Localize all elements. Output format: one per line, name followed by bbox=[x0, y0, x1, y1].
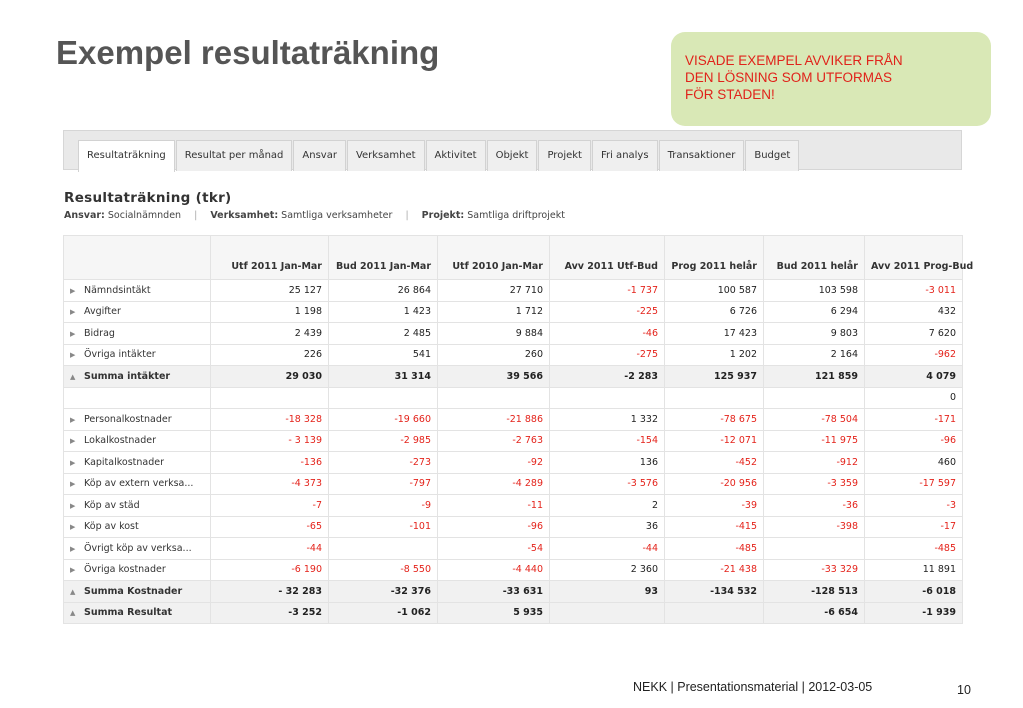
value-cell bbox=[438, 387, 550, 409]
row-label: Övrigt köp av verksa... bbox=[84, 542, 192, 554]
page-number: 10 bbox=[957, 683, 971, 697]
tab-fri-analys[interactable]: Fri analys bbox=[592, 140, 658, 171]
value-cell: 5 935 bbox=[438, 602, 550, 624]
value-cell bbox=[329, 538, 438, 560]
tab-resultaträkning[interactable]: Resultaträkning bbox=[78, 140, 175, 172]
value-cell: -912 bbox=[764, 452, 865, 474]
value-cell: -1 062 bbox=[329, 602, 438, 624]
tab-resultat-per-månad[interactable]: Resultat per månad bbox=[176, 140, 293, 171]
row-label-cell bbox=[64, 473, 211, 495]
note-line: VISADE EXEMPEL AVVIKER FRÅN bbox=[685, 53, 903, 68]
value-cell: 121 859 bbox=[764, 366, 865, 388]
expand-triangle-icon[interactable]: ▶ bbox=[70, 458, 76, 467]
value-cell: 1 198 bbox=[211, 301, 329, 323]
row-label: Summa Resultat bbox=[84, 607, 173, 619]
projekt-label: Projekt: bbox=[421, 210, 465, 221]
table-row[interactable] bbox=[64, 280, 963, 302]
tab-transaktioner[interactable]: Transaktioner bbox=[659, 140, 745, 171]
value-cell: -17 bbox=[865, 516, 963, 538]
value-cell: 7 620 bbox=[865, 323, 963, 345]
row-label: Köp av städ bbox=[84, 499, 140, 511]
value-cell: -225 bbox=[550, 301, 665, 323]
row-label: Övriga kostnader bbox=[84, 564, 166, 576]
row-label-cell bbox=[64, 323, 211, 345]
value-cell: 136 bbox=[550, 452, 665, 474]
table-row[interactable] bbox=[64, 323, 963, 345]
report-app bbox=[63, 130, 974, 630]
meta-separator: | bbox=[405, 210, 409, 221]
value-cell: 11 891 bbox=[865, 559, 963, 581]
row-label-cell bbox=[64, 559, 211, 581]
column-header[interactable]: Utf 2011 Jan-Mar bbox=[211, 236, 329, 280]
value-cell: -3 359 bbox=[764, 473, 865, 495]
value-cell: -54 bbox=[438, 538, 550, 560]
value-cell: -17 597 bbox=[865, 473, 963, 495]
value-cell: 460 bbox=[865, 452, 963, 474]
value-cell: -134 532 bbox=[665, 581, 764, 603]
note-line: FÖR STADEN! bbox=[685, 87, 775, 102]
value-cell: -962 bbox=[865, 344, 963, 366]
value-cell bbox=[550, 387, 665, 409]
row-label-cell bbox=[64, 516, 211, 538]
verksamhet-value: Samtliga verksamheter bbox=[281, 210, 393, 221]
column-header[interactable]: Utf 2010 Jan-Mar bbox=[438, 236, 550, 280]
value-cell: 27 710 bbox=[438, 280, 550, 302]
value-cell bbox=[764, 538, 865, 560]
row-label: Nämndsintäkt bbox=[84, 284, 151, 296]
value-cell: 100 587 bbox=[665, 280, 764, 302]
value-cell: - 3 139 bbox=[211, 430, 329, 452]
value-cell: -1 939 bbox=[865, 602, 963, 624]
value-cell: -36 bbox=[764, 495, 865, 517]
row-label-cell bbox=[64, 452, 211, 474]
table-body bbox=[64, 280, 963, 624]
row-label: Kapitalkostnader bbox=[84, 456, 165, 468]
value-cell: 2 164 bbox=[764, 344, 865, 366]
table-row[interactable] bbox=[64, 452, 963, 474]
value-cell bbox=[550, 602, 665, 624]
value-cell: 39 566 bbox=[438, 366, 550, 388]
value-cell: -3 bbox=[865, 495, 963, 517]
footer-text: NEKK | Presentationsmaterial | 2012-03-05 bbox=[633, 680, 873, 694]
value-cell: 2 485 bbox=[329, 323, 438, 345]
value-cell: 25 127 bbox=[211, 280, 329, 302]
value-cell: 1 423 bbox=[329, 301, 438, 323]
value-cell: -92 bbox=[438, 452, 550, 474]
row-label: Övriga intäkter bbox=[84, 349, 156, 361]
value-cell: 125 937 bbox=[665, 366, 764, 388]
value-cell: 6 294 bbox=[764, 301, 865, 323]
column-header[interactable]: Avv 2011 Utf-Bud bbox=[550, 236, 665, 280]
value-cell: 9 884 bbox=[438, 323, 550, 345]
value-cell: 17 423 bbox=[665, 323, 764, 345]
summary-row[interactable] bbox=[64, 366, 963, 388]
value-cell: 6 726 bbox=[665, 301, 764, 323]
value-cell: -32 376 bbox=[329, 581, 438, 603]
row-label-cell bbox=[64, 280, 211, 302]
value-cell: 9 803 bbox=[764, 323, 865, 345]
value-cell: -4 373 bbox=[211, 473, 329, 495]
result-table bbox=[63, 235, 974, 624]
expand-triangle-icon[interactable]: ▶ bbox=[70, 415, 76, 424]
value-cell: 0 bbox=[865, 387, 963, 409]
value-cell: 1 332 bbox=[550, 409, 665, 431]
value-cell: -1 737 bbox=[550, 280, 665, 302]
value-cell: -485 bbox=[865, 538, 963, 560]
tab-bar bbox=[63, 130, 962, 170]
row-label: Summa Kostnader bbox=[84, 585, 183, 597]
value-cell: -65 bbox=[211, 516, 329, 538]
value-cell: -8 550 bbox=[329, 559, 438, 581]
tab-objekt[interactable]: Objekt bbox=[487, 140, 538, 171]
collapse-triangle-icon[interactable]: ▲ bbox=[70, 609, 76, 618]
table-row[interactable] bbox=[64, 559, 963, 581]
expand-triangle-icon[interactable]: ▶ bbox=[70, 501, 76, 510]
value-cell: -12 071 bbox=[665, 430, 764, 452]
expand-triangle-icon[interactable]: ▶ bbox=[70, 308, 76, 317]
value-cell: -2 985 bbox=[329, 430, 438, 452]
table-row[interactable] bbox=[64, 473, 963, 495]
row-label-cell bbox=[64, 581, 211, 603]
value-cell: -96 bbox=[865, 430, 963, 452]
row-label: Avgifter bbox=[84, 306, 121, 318]
collapse-triangle-icon[interactable]: ▲ bbox=[70, 587, 76, 596]
value-cell: -21 438 bbox=[665, 559, 764, 581]
value-cell: -19 660 bbox=[329, 409, 438, 431]
value-cell: 2 bbox=[550, 495, 665, 517]
column-header[interactable]: Avv 2011 Prog-Bud bbox=[865, 236, 963, 280]
value-cell: -11 bbox=[438, 495, 550, 517]
ansvar-label: Ansvar: bbox=[64, 210, 105, 221]
value-cell: -6 190 bbox=[211, 559, 329, 581]
value-cell: -96 bbox=[438, 516, 550, 538]
table-row[interactable] bbox=[64, 301, 963, 323]
value-cell: 226 bbox=[211, 344, 329, 366]
row-label-cell bbox=[64, 538, 211, 560]
summary-row[interactable] bbox=[64, 581, 963, 603]
tab-verksamhet[interactable]: Verksamhet bbox=[347, 140, 425, 171]
value-cell bbox=[665, 387, 764, 409]
value-cell: -3 011 bbox=[865, 280, 963, 302]
value-cell: -44 bbox=[211, 538, 329, 560]
row-label: Summa intäkter bbox=[84, 370, 171, 382]
row-label: Lokalkostnader bbox=[84, 435, 157, 447]
value-cell: -171 bbox=[865, 409, 963, 431]
value-cell: -136 bbox=[211, 452, 329, 474]
row-label-cell bbox=[64, 301, 211, 323]
value-cell: -4 440 bbox=[438, 559, 550, 581]
table-row[interactable] bbox=[64, 430, 963, 452]
value-cell: -485 bbox=[665, 538, 764, 560]
value-cell bbox=[211, 387, 329, 409]
ansvar-value: Socialnämnden bbox=[107, 210, 182, 221]
value-cell: 432 bbox=[865, 301, 963, 323]
table-header-row bbox=[64, 236, 963, 280]
value-cell: -20 956 bbox=[665, 473, 764, 495]
expand-triangle-icon[interactable]: ▶ bbox=[70, 329, 76, 338]
value-cell: -6 654 bbox=[764, 602, 865, 624]
expand-triangle-icon[interactable]: ▶ bbox=[70, 523, 76, 532]
value-cell: -452 bbox=[665, 452, 764, 474]
note-box bbox=[671, 32, 991, 126]
row-label-cell bbox=[64, 430, 211, 452]
value-cell: -7 bbox=[211, 495, 329, 517]
tab-budget[interactable]: Budget bbox=[745, 140, 799, 171]
value-cell: -21 886 bbox=[438, 409, 550, 431]
value-cell: 103 598 bbox=[764, 280, 865, 302]
spacer-row bbox=[64, 387, 963, 409]
value-cell: -78 675 bbox=[665, 409, 764, 431]
summary-row[interactable] bbox=[64, 602, 963, 624]
row-label-cell bbox=[64, 495, 211, 517]
value-cell: -398 bbox=[764, 516, 865, 538]
report-meta bbox=[64, 210, 565, 221]
value-cell: -33 631 bbox=[438, 581, 550, 603]
row-label: Personalkostnader bbox=[84, 413, 172, 425]
value-cell: -4 289 bbox=[438, 473, 550, 495]
row-label-cell bbox=[64, 602, 211, 624]
value-cell: -11 975 bbox=[764, 430, 865, 452]
value-cell: -101 bbox=[329, 516, 438, 538]
value-cell: 4 079 bbox=[865, 366, 963, 388]
table-row[interactable] bbox=[64, 538, 963, 560]
value-cell: -3 576 bbox=[550, 473, 665, 495]
value-cell: -18 328 bbox=[211, 409, 329, 431]
tab-projekt[interactable]: Projekt bbox=[538, 140, 591, 171]
row-label: Köp av kost bbox=[84, 521, 139, 533]
table-row[interactable] bbox=[64, 409, 963, 431]
header-label-cell bbox=[64, 236, 211, 280]
value-cell: 1 202 bbox=[665, 344, 764, 366]
value-cell: -3 252 bbox=[211, 602, 329, 624]
table-row[interactable] bbox=[64, 344, 963, 366]
projekt-value: Samtliga driftprojekt bbox=[467, 210, 565, 221]
row-label: Bidrag bbox=[84, 327, 115, 339]
value-cell: -415 bbox=[665, 516, 764, 538]
verksamhet-label: Verksamhet: bbox=[210, 210, 279, 221]
row-label-cell bbox=[64, 387, 211, 409]
meta-separator: | bbox=[194, 210, 198, 221]
value-cell: -44 bbox=[550, 538, 665, 560]
value-cell: 29 030 bbox=[211, 366, 329, 388]
column-header[interactable]: Prog 2011 helår bbox=[665, 236, 764, 280]
value-cell: -9 bbox=[329, 495, 438, 517]
value-cell: -39 bbox=[665, 495, 764, 517]
value-cell: 541 bbox=[329, 344, 438, 366]
column-header[interactable]: Bud 2011 helår bbox=[764, 236, 865, 280]
expand-triangle-icon[interactable]: ▶ bbox=[70, 544, 76, 553]
value-cell: -33 329 bbox=[764, 559, 865, 581]
value-cell: 93 bbox=[550, 581, 665, 603]
expand-triangle-icon[interactable]: ▶ bbox=[70, 480, 76, 489]
row-label-cell bbox=[64, 344, 211, 366]
value-cell bbox=[329, 387, 438, 409]
note-line: DEN LÖSNING SOM UTFORMAS bbox=[685, 70, 893, 85]
value-cell: -273 bbox=[329, 452, 438, 474]
value-cell bbox=[764, 387, 865, 409]
value-cell: 260 bbox=[438, 344, 550, 366]
value-cell: -275 bbox=[550, 344, 665, 366]
row-label: Köp av extern verksa... bbox=[84, 478, 194, 490]
expand-triangle-icon[interactable]: ▶ bbox=[70, 437, 76, 446]
value-cell: -2 283 bbox=[550, 366, 665, 388]
value-cell: - 32 283 bbox=[211, 581, 329, 603]
value-cell: -797 bbox=[329, 473, 438, 495]
table-row[interactable] bbox=[64, 516, 963, 538]
value-cell: 36 bbox=[550, 516, 665, 538]
row-label-cell bbox=[64, 409, 211, 431]
collapse-triangle-icon[interactable]: ▲ bbox=[70, 372, 76, 381]
value-cell: -78 504 bbox=[764, 409, 865, 431]
tab-ansvar[interactable]: Ansvar bbox=[293, 140, 346, 171]
value-cell: 31 314 bbox=[329, 366, 438, 388]
expand-triangle-icon[interactable]: ▶ bbox=[70, 286, 76, 295]
table-row[interactable] bbox=[64, 495, 963, 517]
value-cell: 2 439 bbox=[211, 323, 329, 345]
expand-triangle-icon[interactable]: ▶ bbox=[70, 566, 76, 575]
value-cell: 1 712 bbox=[438, 301, 550, 323]
slide-title: Exempel resultaträkning bbox=[56, 34, 440, 71]
tabs bbox=[78, 140, 800, 171]
column-header[interactable]: Bud 2011 Jan-Mar bbox=[329, 236, 438, 280]
expand-triangle-icon[interactable]: ▶ bbox=[70, 351, 76, 360]
value-cell bbox=[665, 602, 764, 624]
tab-aktivitet[interactable]: Aktivitet bbox=[426, 140, 486, 171]
value-cell: -46 bbox=[550, 323, 665, 345]
value-cell: 2 360 bbox=[550, 559, 665, 581]
value-cell: -128 513 bbox=[764, 581, 865, 603]
value-cell: -2 763 bbox=[438, 430, 550, 452]
value-cell: -6 018 bbox=[865, 581, 963, 603]
report-title: Resultaträkning (tkr) bbox=[64, 190, 232, 206]
row-label-cell bbox=[64, 366, 211, 388]
value-cell: -154 bbox=[550, 430, 665, 452]
value-cell: 26 864 bbox=[329, 280, 438, 302]
